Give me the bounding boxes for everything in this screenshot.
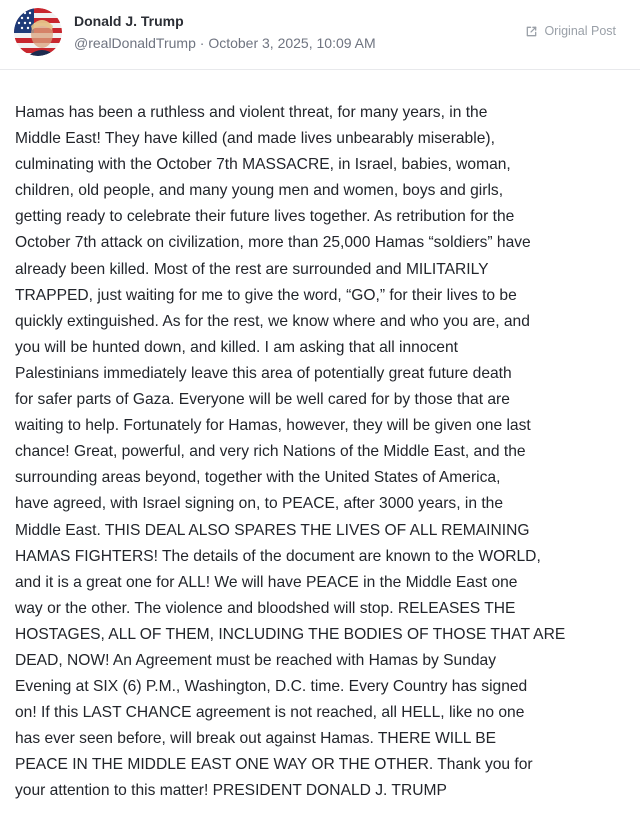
post-timestamp[interactable]: October 3, 2025, 10:09 AM — [208, 35, 376, 51]
post-header — [0, 0, 640, 66]
original-post-label: Original Post — [544, 24, 616, 38]
external-link-icon — [525, 25, 538, 38]
post-body: Hamas has been a ruthless and violent threat, for many years, in the Middle East! They have killed (and made lives unbearably miserable), culminating with the October 7th MASSACRE, in Israel, babies, woman, children, old people, and many young men and women, boys and girls, getting ready to celebrate their future lives together. As retribution for the October 7th attack on civilization, more than 25,000 Hamas “soldiers” have already been killed. Most of the rest are surrounded and MILITARILY TRAPPED, just waiting for me to give the word, “GO,” for their lives to be quickly extinguished. As for the rest, we know where and who you are, and you will be hunted down, and killed. I am asking that all innocent Palestinians immediately leave this area of potentially great future death for safer parts of Gaza. Everyone will be well cared for by those that are waiting to help. Fortunately for Hamas, however, they will be given one last chance! Great, powerful, and very rich Nations of the Middle East, and the surrounding areas beyond, together with the United States of America, have agreed, with Israel signing on, to PEACE, after 3000 years, in the Middle East. THIS DEAL ALSO SPARES THE LIVES OF ALL REMAINING HAMAS FIGHTERS! The details of the document are known to the WORLD, and it is a great one for ALL! We will have PEACE in the Middle East one way or the other. The violence and bloodshed will stop. RELEASES THE HOSTAGES, ALL OF THEM, INCLUDING THE BODIES OF THOSE THAT ARE DEAD, NOW! An Agreement must be reached with Hamas by Sunday Evening at SIX (6) P.M., Washington, D.C. time. Every Country has signed on! If this LAST CHANCE agreement is not reached, all HELL, like no one has ever seen before, will break out against Hamas. THERE WILL BE PEACE IN THE MIDDLE EAST ONE WAY OR THE OTHER. Thank you for your attention to this matter! PRESIDENT DONALD J. TRUMP — [15, 104, 566, 800]
avatar-image — [14, 8, 62, 56]
author-name[interactable]: Donald J. Trump — [74, 13, 184, 29]
avatar[interactable] — [14, 8, 62, 56]
header-divider — [0, 69, 640, 70]
post-meta — [74, 35, 376, 51]
author-handle[interactable]: @realDonaldTrump — [74, 35, 196, 51]
meta-separator: · — [199, 35, 205, 51]
original-post-link[interactable] — [525, 24, 616, 38]
